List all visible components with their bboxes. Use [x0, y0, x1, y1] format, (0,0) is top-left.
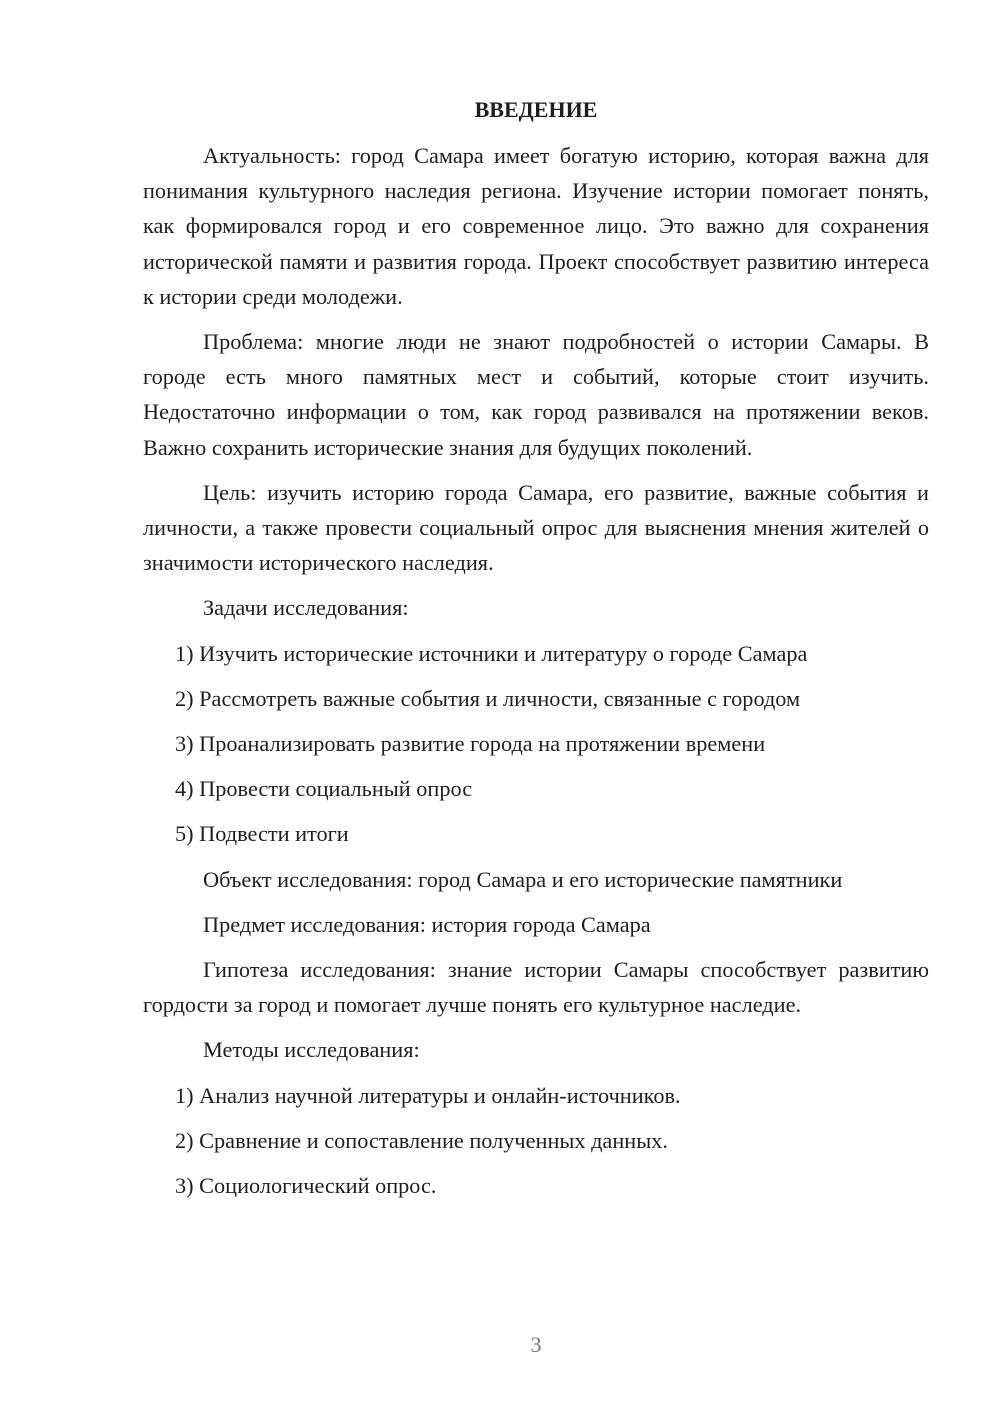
page-content	[143, 92, 929, 1213]
list-item: 1) Анализ научной литературы и онлайн-источников.	[175, 1082, 681, 1108]
methods-heading: Методы исследования:	[203, 1037, 420, 1063]
subject-paragraph: Предмет исследования: история города Самара	[203, 911, 651, 937]
problem-paragraph: Проблема: многие люди не знают подробностей о истории Самары. В городе есть много памятных мест и событий, которые стоит изучить. Недостаточно информации о том, как город развивался на протяжении веков. Важно сохранить исторические знания для будущих поколений.	[143, 329, 929, 460]
list-item: 1) Изучить исторические источники и литературу о городе Самара	[175, 640, 808, 666]
list-item: 4) Провести социальный опрос	[175, 776, 473, 802]
list-item: 3) Социологический опрос.	[175, 1173, 437, 1199]
tasks-list	[143, 636, 929, 852]
list-item: 3) Проанализировать развитие города на протяжении времени	[175, 731, 766, 757]
list-item: 2) Рассмотреть важные события и личности, связанные с городом	[175, 685, 801, 711]
page-title: ВВЕДЕНИЕ	[474, 97, 598, 122]
tasks-heading: Задачи исследования:	[203, 595, 409, 621]
list-item: 2) Сравнение и сопоставление полученных данных.	[175, 1127, 668, 1153]
object-paragraph: Объект исследования: город Самара и его исторические памятники	[203, 866, 843, 892]
list-item: 5) Подвести итоги	[175, 821, 349, 847]
hypothesis-paragraph: Гипотеза исследования: знание истории Самары способствует развитию гордости за город и помогает лучше понять его культурное наследие.	[143, 957, 929, 1018]
relevance-paragraph: Актуальность: город Самара имеет богатую историю, которая важна для понимания культурного наследия региона. Изучение истории помогает понять, как формировался город и его современное лицо. Это важно для сохранения исторической памяти и развития города. Проект способствует развитию интереса к истории среди молодежи.	[143, 143, 929, 309]
methods-list	[143, 1078, 929, 1204]
page-number: 3	[530, 1332, 542, 1357]
goal-paragraph: Цель: изучить историю города Самара, его развитие, важные события и личности, а также провести социальный опрос для выяснения мнения жителей о значимости исторического наследия.	[143, 479, 929, 576]
